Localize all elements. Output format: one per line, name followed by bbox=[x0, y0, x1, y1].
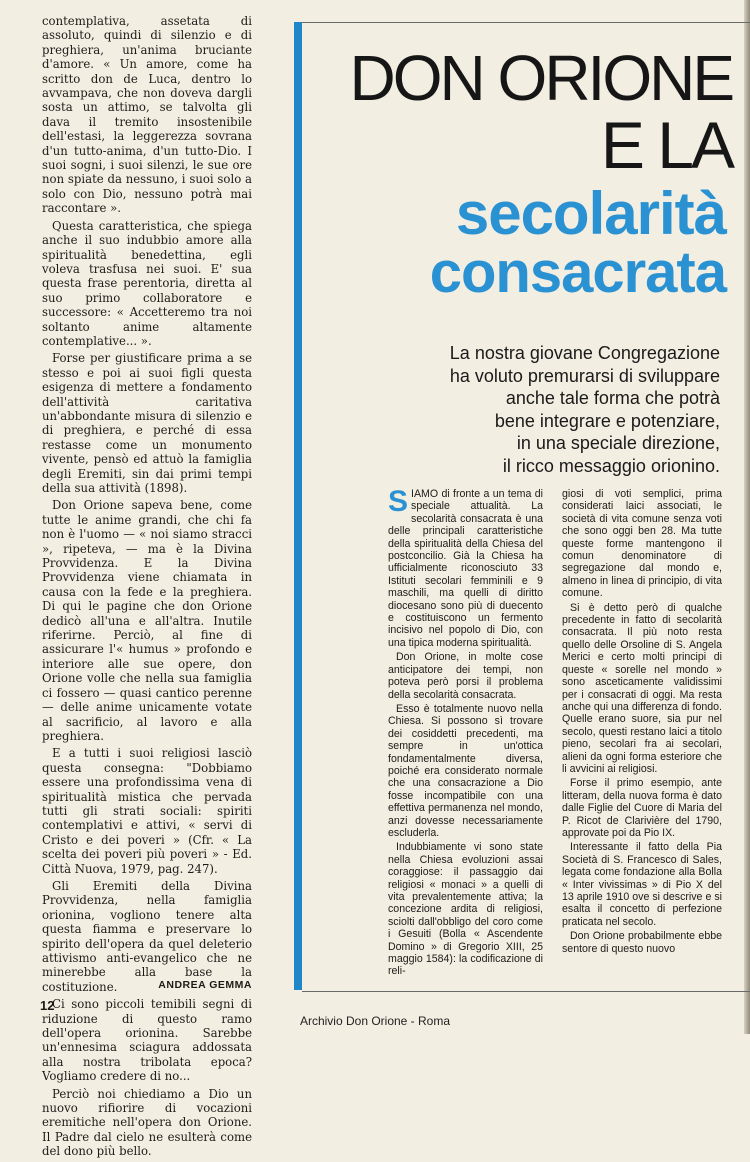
headline-line-1: DON ORIONE bbox=[349, 42, 732, 114]
article-paragraph bbox=[388, 485, 543, 649]
left-paragraph: Don Orione sapeva bene, come tutte le anime grandi, che chi fa non è l'uomo — « noi siamo stracci », ripeteva, — ma è la Divina Provvidenza. E la Divina Provvidenza viene chiamata in causa con la fede e la preghiera. Di qui le pagine che don Orione dedicò all'una e all'altra. Inutile riferirne. Perciò, al fine di assicurare l'« humus » profondo e interiore alle sue opere, don Orione volle che nella sua famiglia ci fossero — quasi cantico perenne — delle anime unicamente votate al sacrificio, al lavoro e alla preghiera. bbox=[42, 498, 252, 743]
article-column-1 bbox=[388, 485, 543, 980]
archive-caption: Archivio Don Orione - Roma bbox=[299, 1014, 451, 1028]
left-paragraph: contemplativa, assetata di assoluto, quindi di silenzio e di preghiera, un'anima bruciante d'amore. « Un amore, come ha scritto don de Luca, dentro lo avvampava, che non doveva dargli sosta un attimo, se talvolta gli dava il tremito insostenibile dell'estasi, la leggerezza sovrana d'un tutto-anima, d'un tutto-Dio. I suoi sogni, i suoi silenzi, le sue ore non spiate da nessuno, i suoi solo a solo con Dio, nessuno potrà mai raccontare ». bbox=[42, 14, 252, 216]
left-paragraph: Gli Eremiti della Divina Provvidenza, nella famiglia orionina, vogliono tenere alta questa fiamma e preservare lo spirito dell'opera da quel deleterio attivismo anti-evangelico che ne minerebbe alla base la costituzione. bbox=[42, 878, 252, 994]
left-paragraph: Ci sono piccoli temibili segni di riduzione di questo ramo dell'opera orionina. Sarebbe un'ennesima sciagura addossata alla nostra tribolata epoca? Vogliamo credere di no... bbox=[42, 997, 252, 1084]
article-paragraph: Esso è totalmente nuovo nella Chiesa. Si possono sì trovare dei cosiddetti precedenti, ma sempre in un'ottica fondamentalmente diversa, poiché era considerato normale che una consacrazione a Dio fosse incompatibile con una effettiva permanenza nel mondo, anzi dovesse necessariamente escluderla. bbox=[388, 702, 543, 839]
article-paragraph: Indubbiamente vi sono state nella Chiesa evoluzioni assai coraggiose: il passaggio dai religiosi « monaci » a quelli di vita prevalentemente attiva; la concezione ardita di religiosi, sciolti dall'obbligo del coro come i Gesuiti (Bolla « Ascendente Domino » di Gregorio XIII, 25 maggio 1584): la codificazione di reli- bbox=[388, 841, 543, 978]
standfirst-line: ha voluto premurarsi di sviluppare bbox=[449, 365, 720, 386]
left-paragraph: Questa caratteristica, che spiega anche il suo indubbio amore alla spiritualità benedettina, egli voleva trasfusa nei suoi. E' sua questa frase perentoria, diretta al suo primo collaboratore e successore: « Accetteremo tra noi soltanto anime altamente contemplative... ». bbox=[42, 218, 252, 348]
article-paragraph: Don Orione, in molte cose anticipatore dei tempi, non poteva però porsi il problema della secolarità consacrata. bbox=[388, 651, 543, 701]
standfirst-line: bene integrare e potenziare, bbox=[494, 410, 720, 431]
article-paragraph-text: IAMO di fronte a un tema di speciale attualità. La secolarità consacrata è una delle principali caratteristiche della spiritualità della Chiesa del postconcilio. Già la Chiesa ha ufficialmente riconosciuto 33 Istituti secolari femminili e 9 maschili, ma quelli di diritto diocesano sono più di duecento e costituiscono un fermento incisivo nel popolo di Dio, con una tipica moderna spiritualità. bbox=[388, 488, 543, 649]
standfirst-line: La nostra giovane Congregazione bbox=[449, 343, 720, 363]
article-paragraph: Interessante il fatto della Pia Società di S. Francesco di Sales, legata come fondazione alla Bolla « Inter vivissimas » di Pio X del 13 aprile 1910 ove si descrive e si esalta il concetto di perfezione praticata nel secolo. bbox=[562, 841, 722, 928]
standfirst-line: il ricco messaggio orionino. bbox=[502, 455, 720, 476]
drop-cap: S bbox=[388, 485, 409, 518]
article-paragraph: Don Orione probabilmente ebbe sentore di questo nuovo bbox=[562, 930, 722, 955]
left-paragraph: E a tutti i suoi religiosi lasciò questa consegna: "Dobbiamo essere una profondissima vena di spiritualità mistica che pervada tutti gli strati sociali: spiriti contemplativi e attivi, « servi di Cristo e dei poveri » (Cfr. « La scelta dei poveri più poveri » - Ed. Città Nuova, 1979, pag. 247). bbox=[42, 746, 252, 876]
author-signature: ANDREA GEMMA bbox=[158, 979, 252, 991]
accent-bar bbox=[294, 22, 302, 990]
standfirst-line: anche tale forma che potrà bbox=[505, 388, 720, 408]
article-paragraph: giosi di voti semplici, prima considerati laici associati, le società di vita comune senza voti che sono oggi ben 28. Ma tutte queste forme mantengono il comun denominatore di segregazione dal mondo e, almeno in linea di principio, di vita comune. bbox=[562, 488, 722, 600]
article-paragraph: Forse il primo esempio, ante litteram, della nuova forma è dato dalle Figlie del Cuore di Maria del P. Ricot de Clarivière del 1790, approvate poi da Pio IX. bbox=[562, 777, 722, 839]
article-column-2 bbox=[562, 488, 722, 957]
page-number: 12 bbox=[40, 998, 55, 1013]
left-paragraph: Forse per giustificare prima a se stesso e poi ai suoi figli questa esigenza di mettere a fondamento dell'attività caritativa un'abbondante misura di silenzio e di preghiera, e perché di essa restasse come un monumento vivente, pensò ed attuò la famiglia degli Eremiti, sin dai primi tempi della sua attività (1898). bbox=[42, 351, 252, 495]
left-paragraph: Perciò noi chiediamo a Dio un nuovo rifiorire di vocazioni eremitiche nell'opera don Orione. Il Padre dal cielo ne esulterà come del dono più bello. bbox=[42, 1086, 252, 1159]
article-paragraph: Si è detto però di qualche precedente in fatto di secolarità consacrata. Il più noto resta quello delle Orsoline di S. Angela Merici e certo molti principi di queste « sorelle nel mondo » sono asceticamente validissimi per i consacrati di oggi. Ma resta anche qui una differenza di fondo. Quelle erano suore, sia pur nel secolo, questi restano laici a titolo pieno, secolari fra ai secolari, alieni da ogni forma esteriore che li avvicini ai religiosi. bbox=[562, 601, 722, 775]
standfirst bbox=[360, 342, 720, 477]
standfirst-line: in una speciale direzione, bbox=[516, 433, 720, 453]
headline-line-2: E LA bbox=[600, 108, 732, 182]
headline-subtitle-2: consacrata bbox=[429, 240, 726, 305]
headline-subtitle-1: secolarità bbox=[455, 180, 726, 247]
